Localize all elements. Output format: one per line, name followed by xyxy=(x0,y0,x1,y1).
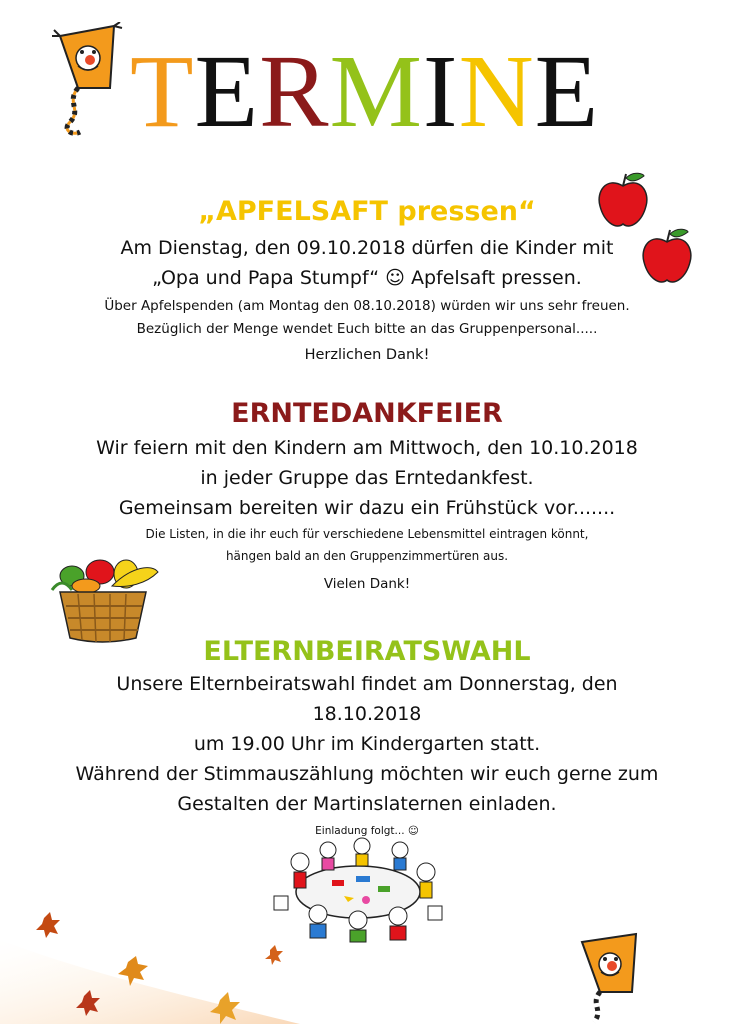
apfelsaft-line-2: „Opa und Papa Stumpf“ ☺ Apfelsaft pressen. xyxy=(152,267,582,289)
autumn-leaves-icon xyxy=(0,900,300,1024)
elternbeirat-line-3: um 19.00 Uhr im Kindergarten statt. xyxy=(193,733,541,755)
apfelsaft-line-5: Herzlichen Dank! xyxy=(304,347,430,363)
erntedank-line-6: Vielen Dank! xyxy=(323,576,411,592)
title-letter: R xyxy=(259,34,330,149)
erntedank-line-3: Gemeinsam bereiten wir dazu ein Frühstück vor....... xyxy=(118,497,616,519)
elternbeirat-line-6: Einladung folgt... ☺ xyxy=(315,825,419,837)
section-apfelsaft xyxy=(0,196,734,369)
erntedank-line-1: Wir feiern mit den Kindern am Mittwoch, den 10.10.2018 xyxy=(96,437,638,459)
title-letter: E xyxy=(194,34,260,149)
erntedank-heading: ERNTEDANKFEIER xyxy=(231,398,503,429)
section-elternbeirat xyxy=(0,636,734,841)
erntedank-line-5: hängen bald an den Gruppenzimmertüren aus. xyxy=(225,549,509,563)
page-title xyxy=(130,34,600,149)
fruit-basket-icon xyxy=(42,556,164,646)
elternbeirat-line-1: Unsere Elternbeiratswahl findet am Donnerstag, den xyxy=(116,673,618,695)
apfelsaft-line-4: Bezüglich der Menge wendet Euch bitte an das Gruppenpersonal..... xyxy=(136,321,598,337)
title-letter: I xyxy=(422,34,459,149)
title-letter: T xyxy=(130,34,195,149)
apfelsaft-line-3: Über Apfelspenden (am Montag den 08.10.2018) würden wir uns sehr freuen. xyxy=(104,298,630,314)
elternbeirat-line-4: Während der Stimmauszählung möchten wir euch gerne zum xyxy=(75,763,659,785)
elternbeirat-line-2: 18.10.2018 xyxy=(312,703,422,725)
erntedank-line-2: in jeder Gruppe das Erntedankfest. xyxy=(200,467,534,489)
kite-icon xyxy=(48,22,128,140)
title-letter: E xyxy=(534,34,600,149)
erntedank-line-4: Die Listen, in die ihr euch für verschiedene Lebensmittel eintragen könnt, xyxy=(145,527,589,541)
title-letter: N xyxy=(458,34,535,149)
apfelsaft-heading: „APFELSAFT pressen“ xyxy=(198,196,536,227)
elternbeirat-heading: ELTERNBEIRATSWAHL xyxy=(203,636,531,667)
title-letter: M xyxy=(329,34,423,149)
apfelsaft-line-1: Am Dienstag, den 09.10.2018 dürfen die Kinder mit xyxy=(120,237,614,259)
kite-icon xyxy=(572,930,648,1024)
elternbeirat-line-5: Gestalten der Martinslaternen einladen. xyxy=(177,793,557,815)
